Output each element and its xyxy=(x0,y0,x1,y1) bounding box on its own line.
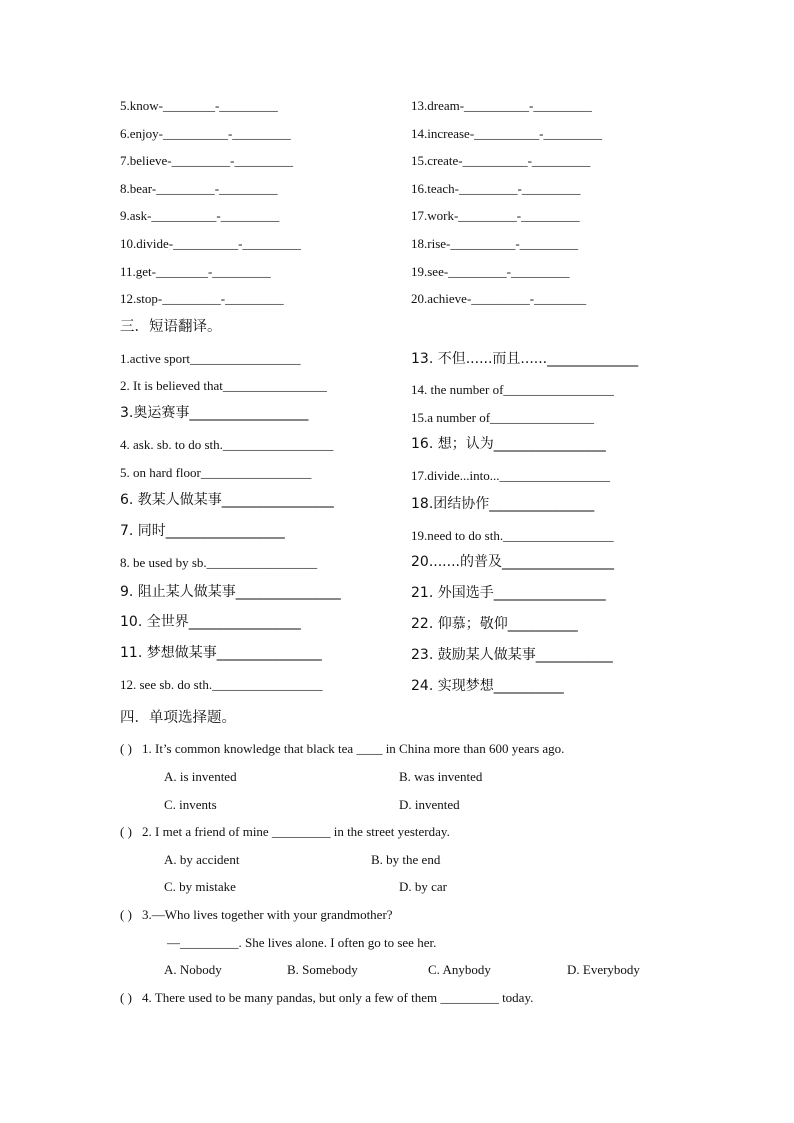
phrase-item: 3.奥运赛事_________________ xyxy=(120,405,309,421)
verb-form-item: 5.know-________-_________ xyxy=(120,98,278,113)
phrase-item: 16. 想；认为________________ xyxy=(411,436,606,452)
phrase-item: 8. be used by sb._________________ xyxy=(120,555,318,570)
question-2-line xyxy=(120,825,450,838)
verb-form-item: 16.teach-_________-_________ xyxy=(411,181,581,196)
verb-form-item: 6.enjoy-__________-_________ xyxy=(120,126,291,141)
phrase-item: 12. see sb. do sth._________________ xyxy=(120,677,323,692)
answer-paren[interactable]: ( ) xyxy=(120,990,132,1005)
section3-heading: 三．短语翻译。 xyxy=(120,319,222,335)
phrase-item: 22. 仰慕；敬仰__________ xyxy=(411,616,578,632)
phrase-item: 24. 实现梦想__________ xyxy=(411,678,564,694)
option-a: A. by accident xyxy=(164,852,240,867)
question-stem: 1. It’s common knowledge that black tea ____ in China more than 600 years ago. xyxy=(142,741,565,756)
option-d: D. Everybody xyxy=(567,962,640,977)
verb-form-item: 18.rise-__________-_________ xyxy=(411,236,579,251)
phrase-item: 5. on hard floor_________________ xyxy=(120,465,312,480)
answer-paren[interactable]: ( ) xyxy=(120,824,132,839)
phrase-item: 21. 外国选手________________ xyxy=(411,585,606,601)
question-4-line xyxy=(120,991,533,1004)
phrase-item: 17.divide...into..._________________ xyxy=(411,468,610,483)
option-d: D. by car xyxy=(399,879,448,894)
question-stem: 2. I met a friend of mine _________ in the street yesterday. xyxy=(142,824,450,839)
option-b: B. was invented xyxy=(399,769,483,784)
phrase-item: 19.need to do sth._________________ xyxy=(411,528,614,543)
phrase-item: 20.......的普及________________ xyxy=(411,554,614,570)
question-stem: 3.—Who lives together with your grandmother? xyxy=(142,907,393,922)
verb-form-item: 9.ask-__________-_________ xyxy=(120,208,280,223)
option-c: C. invents xyxy=(164,797,217,812)
verb-form-item: 19.see-_________-_________ xyxy=(411,264,570,279)
verb-form-item: 7.believe-_________-_________ xyxy=(120,153,293,168)
question-reply: —_________. She lives alone. I often go to see her. xyxy=(167,935,437,950)
verb-form-item: 11.get-________-_________ xyxy=(120,264,271,279)
verb-form-item: 20.achieve-_________-________ xyxy=(411,291,587,306)
question-stem: 4. There used to be many pandas, but only a few of them _________ today. xyxy=(142,990,534,1005)
option-c: C. Anybody xyxy=(428,962,491,977)
question-1-line xyxy=(120,742,564,755)
phrase-item: 11. 梦想做某事_______________ xyxy=(120,645,322,661)
verb-form-item: 12.stop-_________-_________ xyxy=(120,291,284,306)
question-3-line xyxy=(120,908,393,921)
answer-paren[interactable]: ( ) xyxy=(120,907,132,922)
answer-paren[interactable]: ( ) xyxy=(120,741,132,756)
phrase-item: 23. 鼓励某人做某事___________ xyxy=(411,647,613,663)
phrase-item: 14. the number of_________________ xyxy=(411,382,614,397)
phrase-item: 18.团结协作_______________ xyxy=(411,496,595,512)
option-a: A. is invented xyxy=(164,769,237,784)
option-d: D. invented xyxy=(399,797,460,812)
phrase-item: 9. 阻止某人做某事_______________ xyxy=(120,584,341,600)
phrase-item: 2. It is believed that________________ xyxy=(120,378,327,393)
phrase-item: 6. 教某人做某事________________ xyxy=(120,492,334,508)
section4-heading: 四．单项选择题。 xyxy=(120,710,236,726)
option-b: B. by the end xyxy=(371,852,441,867)
phrase-item: 1.active sport_________________ xyxy=(120,351,301,366)
phrase-item: 15.a number of________________ xyxy=(411,410,595,425)
phrase-item: 13. 不但......而且......_____________ xyxy=(411,351,639,367)
phrase-item: 4. ask. sb. to do sth._________________ xyxy=(120,437,334,452)
verb-form-item: 15.create-__________-_________ xyxy=(411,153,591,168)
verb-form-item: 14.increase-__________-_________ xyxy=(411,126,602,141)
verb-form-item: 13.dream-__________-_________ xyxy=(411,98,592,113)
phrase-item: 10. 全世界________________ xyxy=(120,614,301,630)
phrase-item: 7. 同时_________________ xyxy=(120,523,285,539)
option-b: B. Somebody xyxy=(287,962,358,977)
verb-form-item: 17.work-_________-_________ xyxy=(411,208,580,223)
option-a: A. Nobody xyxy=(164,962,222,977)
verb-form-item: 8.bear-_________-_________ xyxy=(120,181,278,196)
verb-form-item: 10.divide-__________-_________ xyxy=(120,236,301,251)
option-c: C. by mistake xyxy=(164,879,236,894)
